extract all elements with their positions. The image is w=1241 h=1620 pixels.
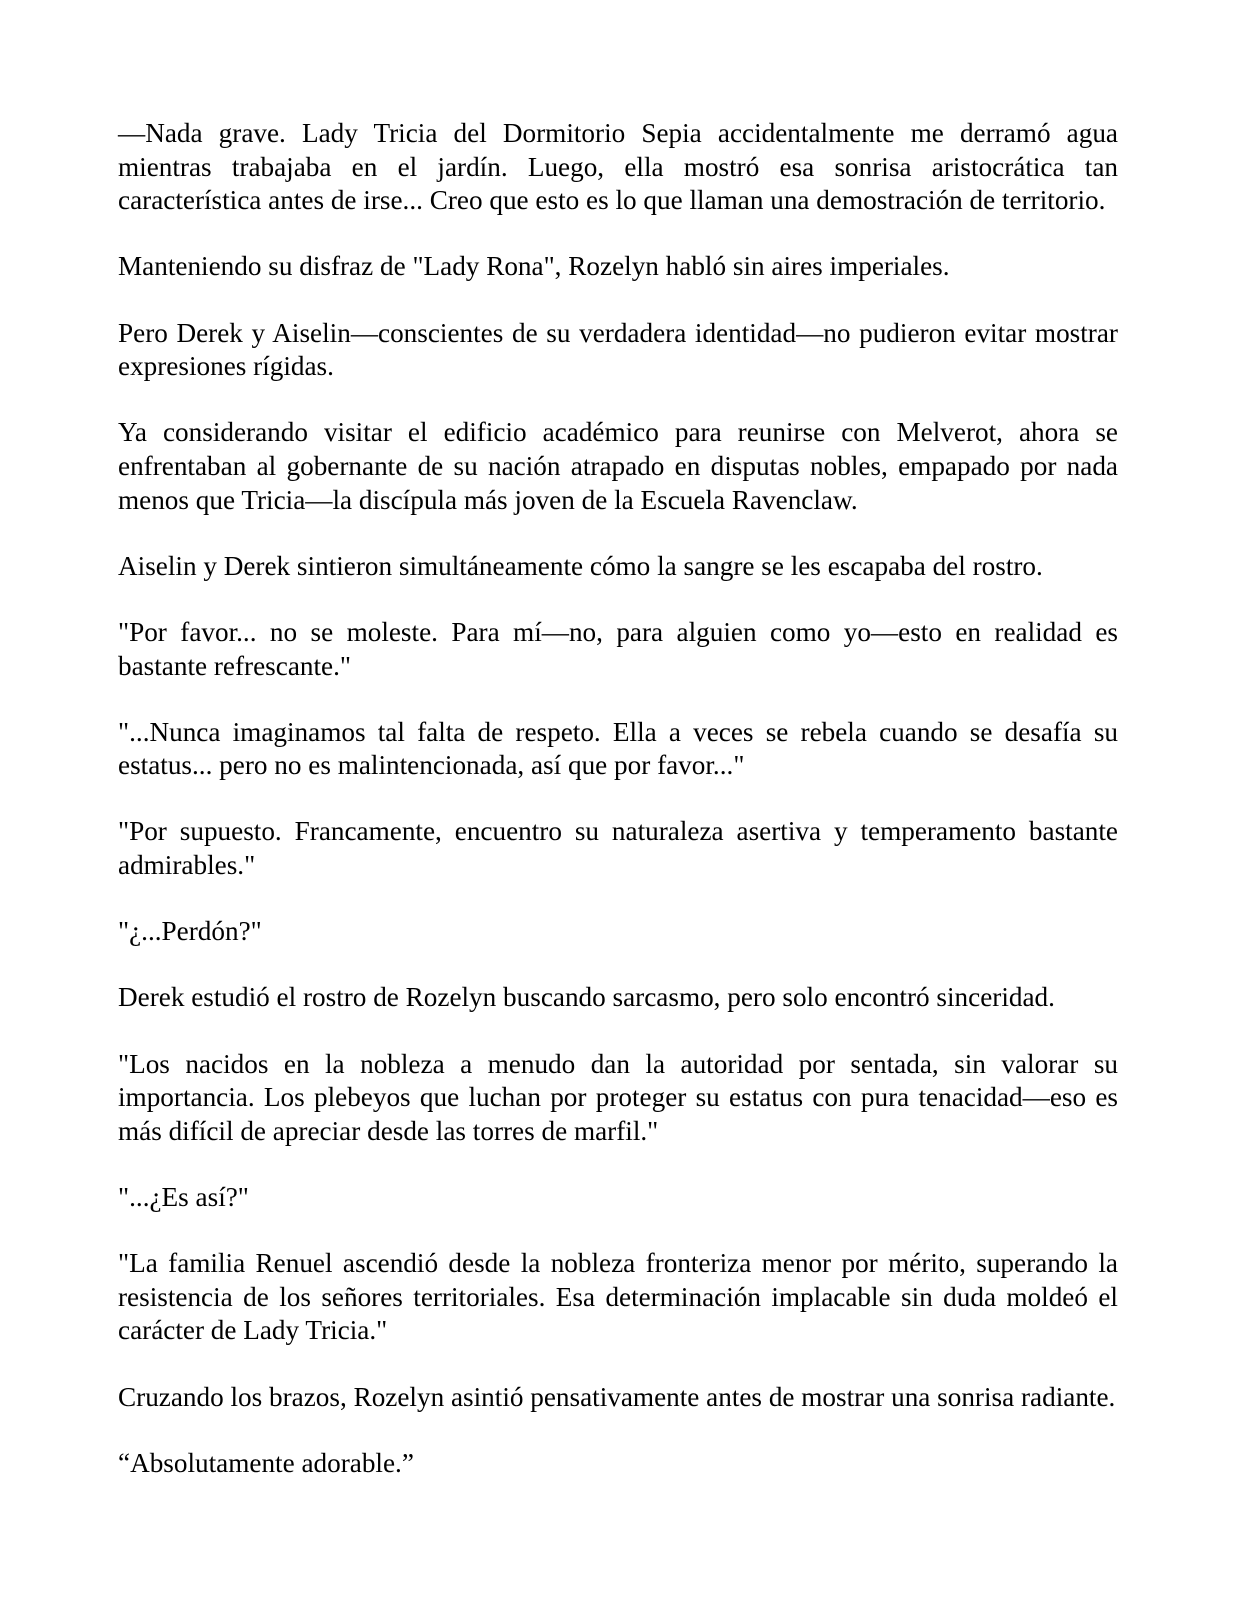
paragraph-3: Pero Derek y Aiselin—conscientes de su verdadera identidad—no pudieron evitar mostrar expresiones rígidas. — [118, 317, 1118, 382]
paragraph-5: Aiselin y Derek sintieron simultáneamente cómo la sangre se les escapaba del rostro. — [118, 550, 1043, 581]
paragraph-12: "...¿Es así?" — [118, 1182, 249, 1212]
paragraph-7: "...Nunca imaginamos tal falta de respeto. Ella a veces se rebela cuando se desafía su estatus... pero no es malintencionada, así que por favor..." — [118, 716, 1118, 781]
paragraph-2: Manteniendo su disfraz de "Lady Rona", Rozelyn habló sin aires imperiales. — [118, 251, 950, 282]
paragraph-11: "Los nacidos en la nobleza a menudo dan la autoridad por sentada, sin valorar su importancia. Los plebeyos que luchan por proteger su estatus con pura tenacidad—eso es más difícil de apreciar desde las torres de marfil." — [118, 1048, 1118, 1146]
paragraph-15: “Absolutamente adorable.” — [118, 1447, 414, 1478]
paragraph-1: —Nada grave. Lady Tricia del Dormitorio Sepia accidentalmente me derramó agua mientras trabajaba en el jardín. Luego, ella mostró esa sonrisa aristocrática tan característica antes de irse... Creo que esto es lo que llaman una demostración de territorio. — [118, 118, 1118, 216]
paragraph-6: "Por favor... no se moleste. Para mí—no, para alguien como yo—esto en realidad es bastante refrescante." — [118, 616, 1118, 681]
paragraph-8: "Por supuesto. Francamente, encuentro su naturaleza asertiva y temperamento bastante admirables." — [118, 816, 1118, 881]
paragraph-14: Cruzando los brazos, Rozelyn asintió pensativamente antes de mostrar una sonrisa radiante. — [118, 1381, 1116, 1412]
document-page — [118, 117, 1118, 1513]
paragraph-10: Derek estudió el rostro de Rozelyn buscando sarcasmo, pero solo encontró sinceridad. — [118, 982, 1055, 1013]
paragraph-4: Ya considerando visitar el edificio académico para reunirse con Melverot, ahora se enfrentaban al gobernante de su nación atrapado en disputas nobles, empapado por nada menos que Tricia—la discípula más joven de la Escuela Ravenclaw. — [118, 417, 1118, 515]
paragraph-13: "La familia Renuel ascendió desde la nobleza fronteriza menor por mérito, superando la resistencia de los señores territoriales. Esa determinación implacable sin duda moldeó el carácter de Lady Tricia." — [118, 1248, 1118, 1346]
paragraph-9: "¿...Perdón?" — [118, 916, 262, 947]
